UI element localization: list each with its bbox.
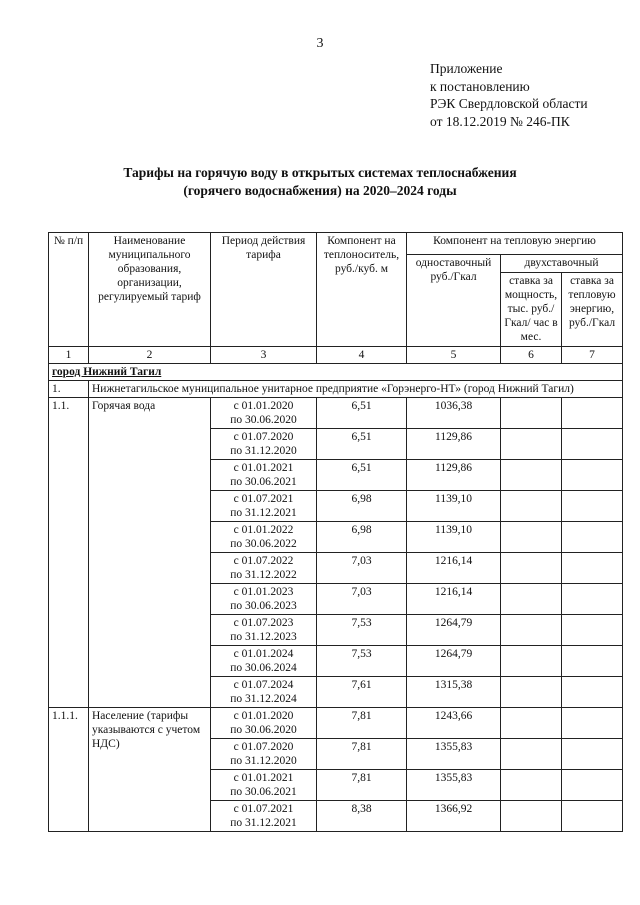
col-number: 3 — [211, 347, 317, 364]
energy-rate-cell — [562, 708, 623, 739]
col-number: 6 — [501, 347, 562, 364]
energy-rate-cell — [562, 584, 623, 615]
energy-rate-cell — [562, 429, 623, 460]
power-rate-cell — [501, 646, 562, 677]
power-rate-cell — [501, 708, 562, 739]
period-from: с 01.07.2020 — [233, 741, 294, 753]
col-number: 2 — [89, 347, 211, 364]
carrier-cell: 7,81 — [317, 708, 407, 739]
period-from: с 01.07.2021 — [233, 493, 294, 505]
header-heat-component: Компонент на тепловую энергию — [407, 233, 623, 255]
period-to: по 31.12.2021 — [230, 507, 297, 519]
energy-rate-cell — [562, 522, 623, 553]
period-to: по 31.12.2023 — [230, 631, 297, 643]
period-to: по 30.06.2021 — [230, 476, 297, 488]
carrier-cell: 6,51 — [317, 429, 407, 460]
period-to: по 30.06.2020 — [230, 414, 297, 426]
carrier-cell: 7,81 — [317, 770, 407, 801]
carrier-cell: 6,51 — [317, 460, 407, 491]
period-cell — [211, 801, 317, 832]
period-cell — [211, 615, 317, 646]
single-rate-cell: 1216,14 — [407, 553, 501, 584]
city-name: город Нижний Тагил — [52, 366, 162, 378]
org-num: 1. — [49, 381, 89, 398]
period-from: с 01.07.2023 — [233, 617, 294, 629]
energy-rate-cell — [562, 491, 623, 522]
carrier-cell: 7,03 — [317, 553, 407, 584]
period-to: по 30.06.2021 — [230, 786, 297, 798]
appendix-line: от 18.12.2019 № 246-ПК — [430, 113, 570, 129]
period-to: по 30.06.2022 — [230, 538, 297, 550]
header-single-rate: одноставочный руб./Гкал — [407, 255, 501, 347]
header-power-rate: ставка за мощность, тыс. руб./Гкал/ час в мес. — [501, 273, 562, 347]
power-rate-cell — [501, 770, 562, 801]
period-to: по 31.12.2020 — [230, 445, 297, 457]
period-from: с 01.01.2021 — [233, 462, 294, 474]
group-name: Население (тарифы указываются с учетом НДС) — [89, 708, 211, 832]
carrier-cell: 7,03 — [317, 584, 407, 615]
energy-rate-cell — [562, 801, 623, 832]
energy-rate-cell — [562, 739, 623, 770]
period-from: с 01.01.2022 — [233, 524, 294, 536]
single-rate-cell: 1264,79 — [407, 646, 501, 677]
period-to: по 31.12.2020 — [230, 755, 297, 767]
period-cell — [211, 460, 317, 491]
period-cell — [211, 429, 317, 460]
group-num: 1.1. — [49, 398, 89, 708]
power-rate-cell — [501, 615, 562, 646]
page-number: 3 — [316, 36, 324, 51]
period-to: по 30.06.2023 — [230, 600, 297, 612]
period-cell — [211, 646, 317, 677]
power-rate-cell — [501, 522, 562, 553]
power-rate-cell — [501, 398, 562, 429]
single-rate-cell: 1243,66 — [407, 708, 501, 739]
power-rate-cell — [501, 553, 562, 584]
period-to: по 31.12.2021 — [230, 817, 297, 829]
group-num: 1.1.1. — [49, 708, 89, 832]
col-number: 5 — [407, 347, 501, 364]
period-cell — [211, 677, 317, 708]
period-from: с 01.01.2020 — [233, 400, 294, 412]
header-carrier: Компонент на теплоноситель, руб./куб. м — [317, 233, 407, 347]
table-row — [49, 398, 623, 429]
energy-rate-cell — [562, 770, 623, 801]
single-rate-cell: 1036,38 — [407, 398, 501, 429]
period-cell — [211, 522, 317, 553]
table-row — [49, 708, 623, 739]
header-double-rate: двухставочный — [501, 255, 623, 273]
period-cell — [211, 584, 317, 615]
period-cell — [211, 398, 317, 429]
org-name: Нижнетагильское муниципальное унитарное предприятие «Горэнерго-НТ» (город Нижний Тагил) — [89, 381, 623, 398]
city-row — [49, 364, 623, 381]
period-cell — [211, 708, 317, 739]
power-rate-cell — [501, 801, 562, 832]
power-rate-cell — [501, 584, 562, 615]
title-line: Тарифы на горячую воду в открытых системах теплоснабжения — [123, 165, 517, 180]
carrier-cell: 7,81 — [317, 739, 407, 770]
header-name: Наименование муниципального образования, организации, регулируемый тариф — [89, 233, 211, 347]
period-from: с 01.07.2024 — [233, 679, 294, 691]
header-num: № п/п — [49, 233, 89, 347]
power-rate-cell — [501, 491, 562, 522]
energy-rate-cell — [562, 398, 623, 429]
appendix-block — [430, 60, 588, 130]
period-from: с 01.01.2023 — [233, 586, 294, 598]
period-to: по 30.06.2024 — [230, 662, 297, 674]
period-from: с 01.07.2021 — [233, 803, 294, 815]
col-number: 1 — [49, 347, 89, 364]
period-from: с 01.07.2022 — [233, 555, 294, 567]
appendix-line: Приложение — [430, 61, 503, 76]
period-to: по 31.12.2022 — [230, 569, 297, 581]
period-cell — [211, 491, 317, 522]
carrier-cell: 7,53 — [317, 615, 407, 646]
carrier-cell: 7,61 — [317, 677, 407, 708]
carrier-cell: 8,38 — [317, 801, 407, 832]
single-rate-cell: 1139,10 — [407, 522, 501, 553]
period-to: по 30.06.2020 — [230, 724, 297, 736]
single-rate-cell: 1139,10 — [407, 491, 501, 522]
single-rate-cell: 1366,92 — [407, 801, 501, 832]
carrier-cell: 6,98 — [317, 491, 407, 522]
period-cell — [211, 739, 317, 770]
single-rate-cell: 1129,86 — [407, 460, 501, 491]
single-rate-cell: 1264,79 — [407, 615, 501, 646]
header-energy-rate: ставка за тепловую энергию, руб./Гкал — [562, 273, 623, 347]
energy-rate-cell — [562, 677, 623, 708]
period-from: с 01.01.2024 — [233, 648, 294, 660]
group-name: Горячая вода — [89, 398, 211, 708]
appendix-line: РЭК Свердловской области — [430, 96, 588, 111]
single-rate-cell: 1355,83 — [407, 739, 501, 770]
col-number: 7 — [562, 347, 623, 364]
period-cell — [211, 770, 317, 801]
single-rate-cell: 1129,86 — [407, 429, 501, 460]
period-to: по 31.12.2024 — [230, 693, 297, 705]
power-rate-cell — [501, 429, 562, 460]
tariff-table — [48, 232, 623, 832]
period-cell — [211, 553, 317, 584]
energy-rate-cell — [562, 646, 623, 677]
energy-rate-cell — [562, 615, 623, 646]
energy-rate-cell — [562, 460, 623, 491]
period-from: с 01.07.2020 — [233, 431, 294, 443]
period-from: с 01.01.2020 — [233, 710, 294, 722]
header-period: Период действия тарифа — [211, 233, 317, 347]
carrier-cell: 7,53 — [317, 646, 407, 677]
power-rate-cell — [501, 739, 562, 770]
energy-rate-cell — [562, 553, 623, 584]
title-line: (горячего водоснабжения) на 2020–2024 годы — [183, 183, 457, 198]
appendix-line: к постановлению — [430, 78, 530, 94]
carrier-cell: 6,51 — [317, 398, 407, 429]
carrier-cell: 6,98 — [317, 522, 407, 553]
period-from: с 01.01.2021 — [233, 772, 294, 784]
power-rate-cell — [501, 460, 562, 491]
single-rate-cell: 1315,38 — [407, 677, 501, 708]
col-number: 4 — [317, 347, 407, 364]
document-title — [60, 164, 580, 200]
single-rate-cell: 1355,83 — [407, 770, 501, 801]
single-rate-cell: 1216,14 — [407, 584, 501, 615]
power-rate-cell — [501, 677, 562, 708]
